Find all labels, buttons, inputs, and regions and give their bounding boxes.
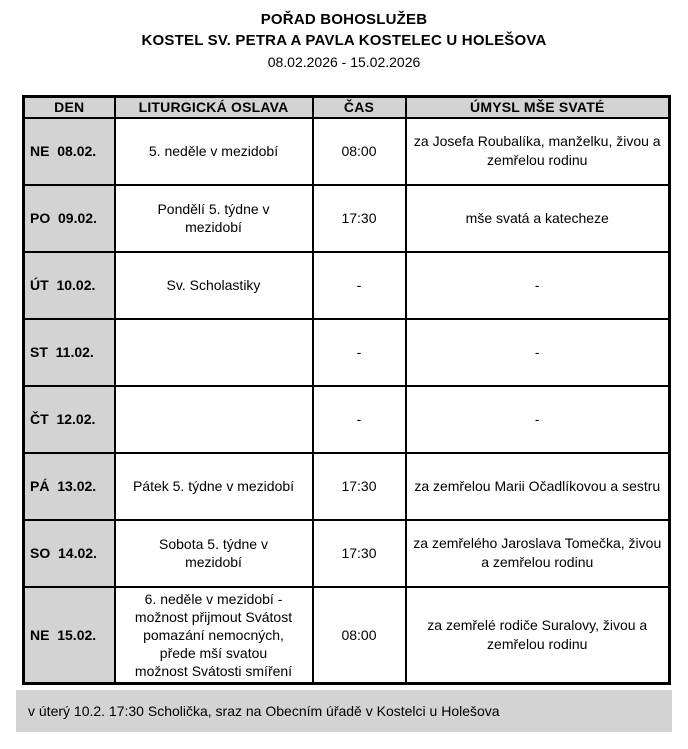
table-row — [24, 453, 670, 520]
day-cell: ÚT 10.02. — [24, 252, 115, 319]
table-row — [24, 252, 670, 319]
day-cell: SO 14.02. — [24, 520, 115, 587]
liturgy-cell: 5. neděle v mezidobí — [115, 118, 313, 185]
liturgy-cell: Pátek 5. týdne v mezidobí — [115, 453, 313, 520]
intention-cell: za zemřelou Marii Očadlíkovou a sestru — [406, 453, 670, 520]
col-header-intention: ÚMYSL MŠE SVATÉ — [406, 97, 670, 118]
col-header-liturgy: LITURGICKÁ OSLAVA — [115, 97, 313, 118]
day-cell: ČT 12.02. — [24, 386, 115, 453]
liturgy-cell: Sobota 5. týdne v mezidobí — [115, 520, 313, 587]
table-row — [24, 319, 670, 386]
time-cell: 17:30 — [313, 185, 406, 252]
table-row — [24, 185, 670, 252]
table-row — [24, 386, 670, 453]
time-cell: 17:30 — [313, 453, 406, 520]
church-name: KOSTEL SV. PETRA A PAVLA KOSTELEC U HOLEŠOVA — [141, 32, 547, 49]
table-row — [24, 118, 670, 185]
day-cell: ST 11.02. — [24, 319, 115, 386]
table-header — [24, 97, 670, 118]
date-range: 08.02.2026 - 15.02.2026 — [267, 54, 421, 70]
day-cell: PO 09.02. — [24, 185, 115, 252]
time-cell: 08:00 — [313, 587, 406, 684]
liturgy-cell: 6. neděle v mezidobí - možnost přijmout Svátost pomazání nemocných, přede mší svatou možnost Svátosti smíření — [115, 587, 313, 684]
intention-cell: - — [406, 252, 670, 319]
col-header-day: DEN — [24, 97, 115, 118]
day-cell: PÁ 13.02. — [24, 453, 115, 520]
day-cell: NE 08.02. — [24, 118, 115, 185]
intention-cell: za zemřelého Jaroslava Tomečka, živou a zemřelou rodinu — [406, 520, 670, 587]
intention-cell: - — [406, 319, 670, 386]
day-cell: NE 15.02. — [24, 587, 115, 684]
time-cell: - — [313, 252, 406, 319]
table-row — [24, 520, 670, 587]
intention-cell: za zemřelé rodiče Suralovy, živou a zemřelou rodinu — [406, 587, 670, 684]
header-row — [24, 97, 670, 118]
page-title: POŘAD BOHOSLUŽEB — [260, 11, 428, 28]
intention-cell: mše svatá a katecheze — [406, 185, 670, 252]
liturgy-cell — [115, 386, 313, 453]
intention-cell: za Josefa Roubalíka, manželku, živou a zemřelou rodinu — [406, 118, 670, 185]
time-cell: - — [313, 386, 406, 453]
time-cell: 08:00 — [313, 118, 406, 185]
document-header — [0, 0, 688, 72]
liturgy-cell: Pondělí 5. týdne v mezidobí — [115, 185, 313, 252]
liturgy-cell — [115, 319, 313, 386]
time-cell: - — [313, 319, 406, 386]
schedule-table — [22, 95, 671, 685]
table-row — [24, 587, 670, 684]
intention-cell: - — [406, 386, 670, 453]
time-cell: 17:30 — [313, 520, 406, 587]
liturgy-cell: Sv. Scholastiky — [115, 252, 313, 319]
announcement-note: v úterý 10.2. 17:30 Scholička, sraz na Obecním úřadě v Kostelci u Holešova — [16, 690, 672, 732]
col-header-time: ČAS — [313, 97, 406, 118]
